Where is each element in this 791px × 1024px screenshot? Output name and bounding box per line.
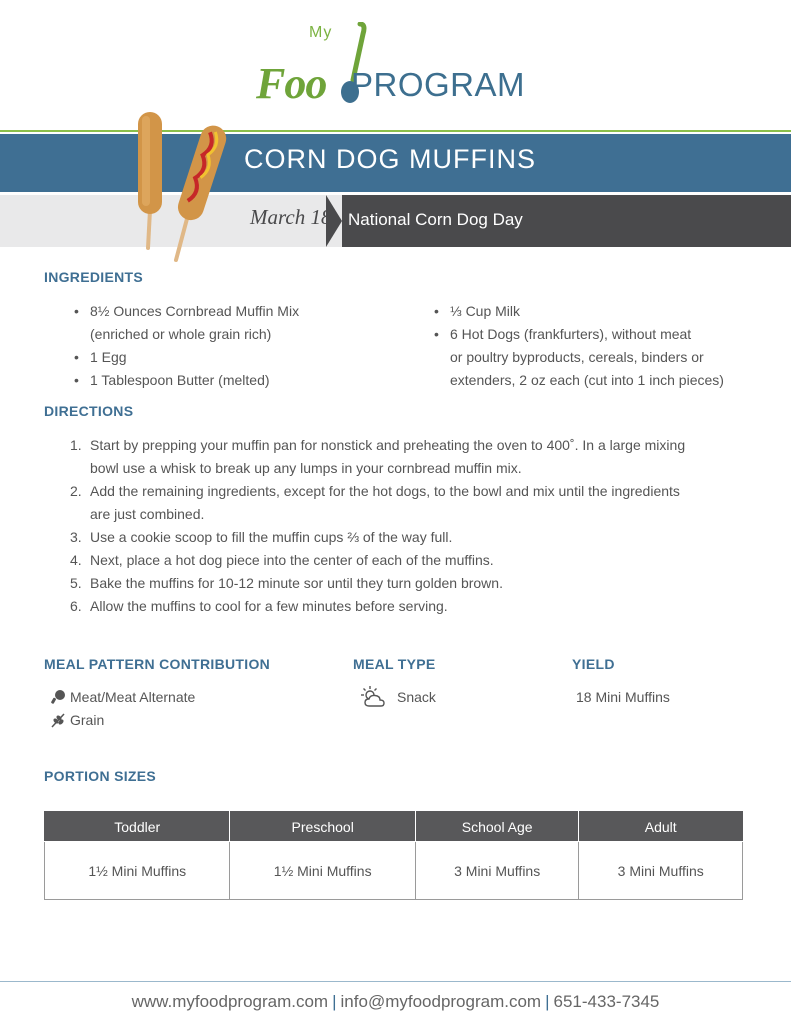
- ingredient-text: 8½ Ounces Cornbread Muffin Mix: [90, 303, 300, 319]
- recipe-title: CORN DOG MUFFINS: [244, 144, 536, 174]
- portion-sizes-heading: PORTION SIZES: [44, 768, 157, 784]
- yield-value: 18 Mini Muffins: [576, 689, 670, 705]
- direction-step: [70, 526, 750, 549]
- step-text: Start by prepping your muffin pan for nonstick and preheating the oven to 400˚. In a large mixing: [90, 437, 686, 453]
- date-label: March 18: [250, 205, 332, 229]
- meal-pattern-grain-label: Grain: [70, 712, 105, 728]
- step-text: Use a cookie scoop to fill the muffin cups ⅔ of the way full.: [90, 529, 453, 545]
- meal-type-heading: MEAL TYPE: [353, 656, 436, 672]
- footer-divider: [0, 981, 791, 982]
- step-text: Bake the muffins for 10-12 minute sor until they turn golden brown.: [90, 575, 503, 591]
- ingredient-item: [70, 300, 400, 346]
- meal-pattern-grain: [50, 712, 104, 728]
- step-number: 2.: [70, 483, 82, 499]
- meal-type-value: Snack: [397, 689, 436, 705]
- ingredient-item: [430, 300, 770, 323]
- ingredient-text: ⅓ Cup Milk: [450, 303, 521, 319]
- step-text: are just combined.: [90, 506, 205, 522]
- bullet-icon: •: [74, 349, 79, 365]
- yield-heading: YIELD: [572, 656, 615, 672]
- directions-list: [70, 434, 750, 618]
- ingredient-text: 1 Egg: [90, 349, 127, 365]
- ingredient-text: or poultry byproducts, cereals, binders or: [450, 349, 704, 365]
- step-number: 5.: [70, 575, 82, 591]
- footer: [0, 992, 791, 1012]
- sun-cloud-icon: [361, 686, 387, 708]
- meal-pattern-meat-label: Meat/Meat Alternate: [70, 689, 196, 705]
- step-number: 1.: [70, 437, 82, 453]
- direction-step: [70, 549, 750, 572]
- portion-col-preschool: Preschool: [230, 812, 415, 842]
- direction-step: [70, 434, 750, 480]
- ingredients-list-left: [70, 300, 400, 392]
- bullet-icon: •: [74, 303, 79, 319]
- meal-pattern-heading: MEAL PATTERN CONTRIBUTION: [44, 656, 271, 672]
- portion-value-school-age: 3 Mini Muffins: [415, 842, 579, 900]
- footer-separator: |: [332, 992, 337, 1011]
- portion-table: [44, 811, 743, 900]
- step-text: Allow the muffins to cool for a few minutes before serving.: [90, 598, 448, 614]
- bullet-icon: •: [74, 372, 79, 388]
- step-text: bowl use a whisk to break up any lumps in your cornbread muffin mix.: [90, 460, 522, 476]
- ingredient-text: 6 Hot Dogs (frankfurters), without meat: [450, 326, 692, 342]
- drumstick-icon: [50, 689, 66, 705]
- ingredients-list-right: [430, 300, 770, 392]
- ingredient-item: [70, 346, 400, 369]
- logo-my-text: My: [309, 24, 333, 41]
- logo-food-text: Foo: [256, 59, 327, 108]
- footer-phone: 651-433-7345: [553, 992, 660, 1011]
- direction-step: [70, 480, 750, 526]
- portion-col-adult: Adult: [579, 812, 743, 842]
- portion-values-row: [45, 842, 743, 900]
- logo-program-text: PROGRAM: [351, 66, 526, 103]
- portion-value-adult: 3 Mini Muffins: [579, 842, 743, 900]
- direction-step: [70, 595, 750, 618]
- direction-step: [70, 572, 750, 595]
- bullet-icon: •: [434, 303, 439, 319]
- ingredients-heading: INGREDIENTS: [44, 269, 143, 285]
- corn-dog-illustration: [128, 110, 248, 265]
- ingredient-item: [430, 323, 770, 392]
- portion-col-toddler: Toddler: [45, 812, 230, 842]
- ingredient-text: 1 Tablespoon Butter (melted): [90, 372, 270, 388]
- meal-pattern-meat: [50, 689, 195, 705]
- wheat-icon: [50, 712, 66, 728]
- portion-col-school-age: School Age: [415, 812, 579, 842]
- ingredient-text: (enriched or whole grain rich): [90, 326, 272, 342]
- step-text: Next, place a hot dog piece into the center of each of the muffins.: [90, 552, 494, 568]
- footer-separator: |: [545, 992, 550, 1011]
- meal-type-value-row: [361, 686, 436, 708]
- step-number: 4.: [70, 552, 82, 568]
- portion-header-row: [45, 812, 743, 842]
- directions-heading: DIRECTIONS: [44, 403, 134, 419]
- portion-value-toddler: 1½ Mini Muffins: [45, 842, 230, 900]
- footer-website-link[interactable]: www.myfoodprogram.com: [131, 992, 329, 1011]
- step-text: Add the remaining ingredients, except for the hot dogs, to the bowl and mix until the ingredients: [90, 483, 680, 499]
- top-divider: [0, 130, 791, 132]
- brand-logo: [256, 22, 546, 112]
- ingredient-text: extenders, 2 oz each (cut into 1 inch pieces): [450, 372, 724, 388]
- step-number: 6.: [70, 598, 82, 614]
- footer-email-link[interactable]: info@myfoodprogram.com: [340, 992, 542, 1011]
- step-number: 3.: [70, 529, 82, 545]
- portion-value-preschool: 1½ Mini Muffins: [230, 842, 415, 900]
- ingredient-item: [70, 369, 400, 392]
- day-label: National Corn Dog Day: [348, 210, 523, 229]
- bullet-icon: •: [434, 326, 439, 342]
